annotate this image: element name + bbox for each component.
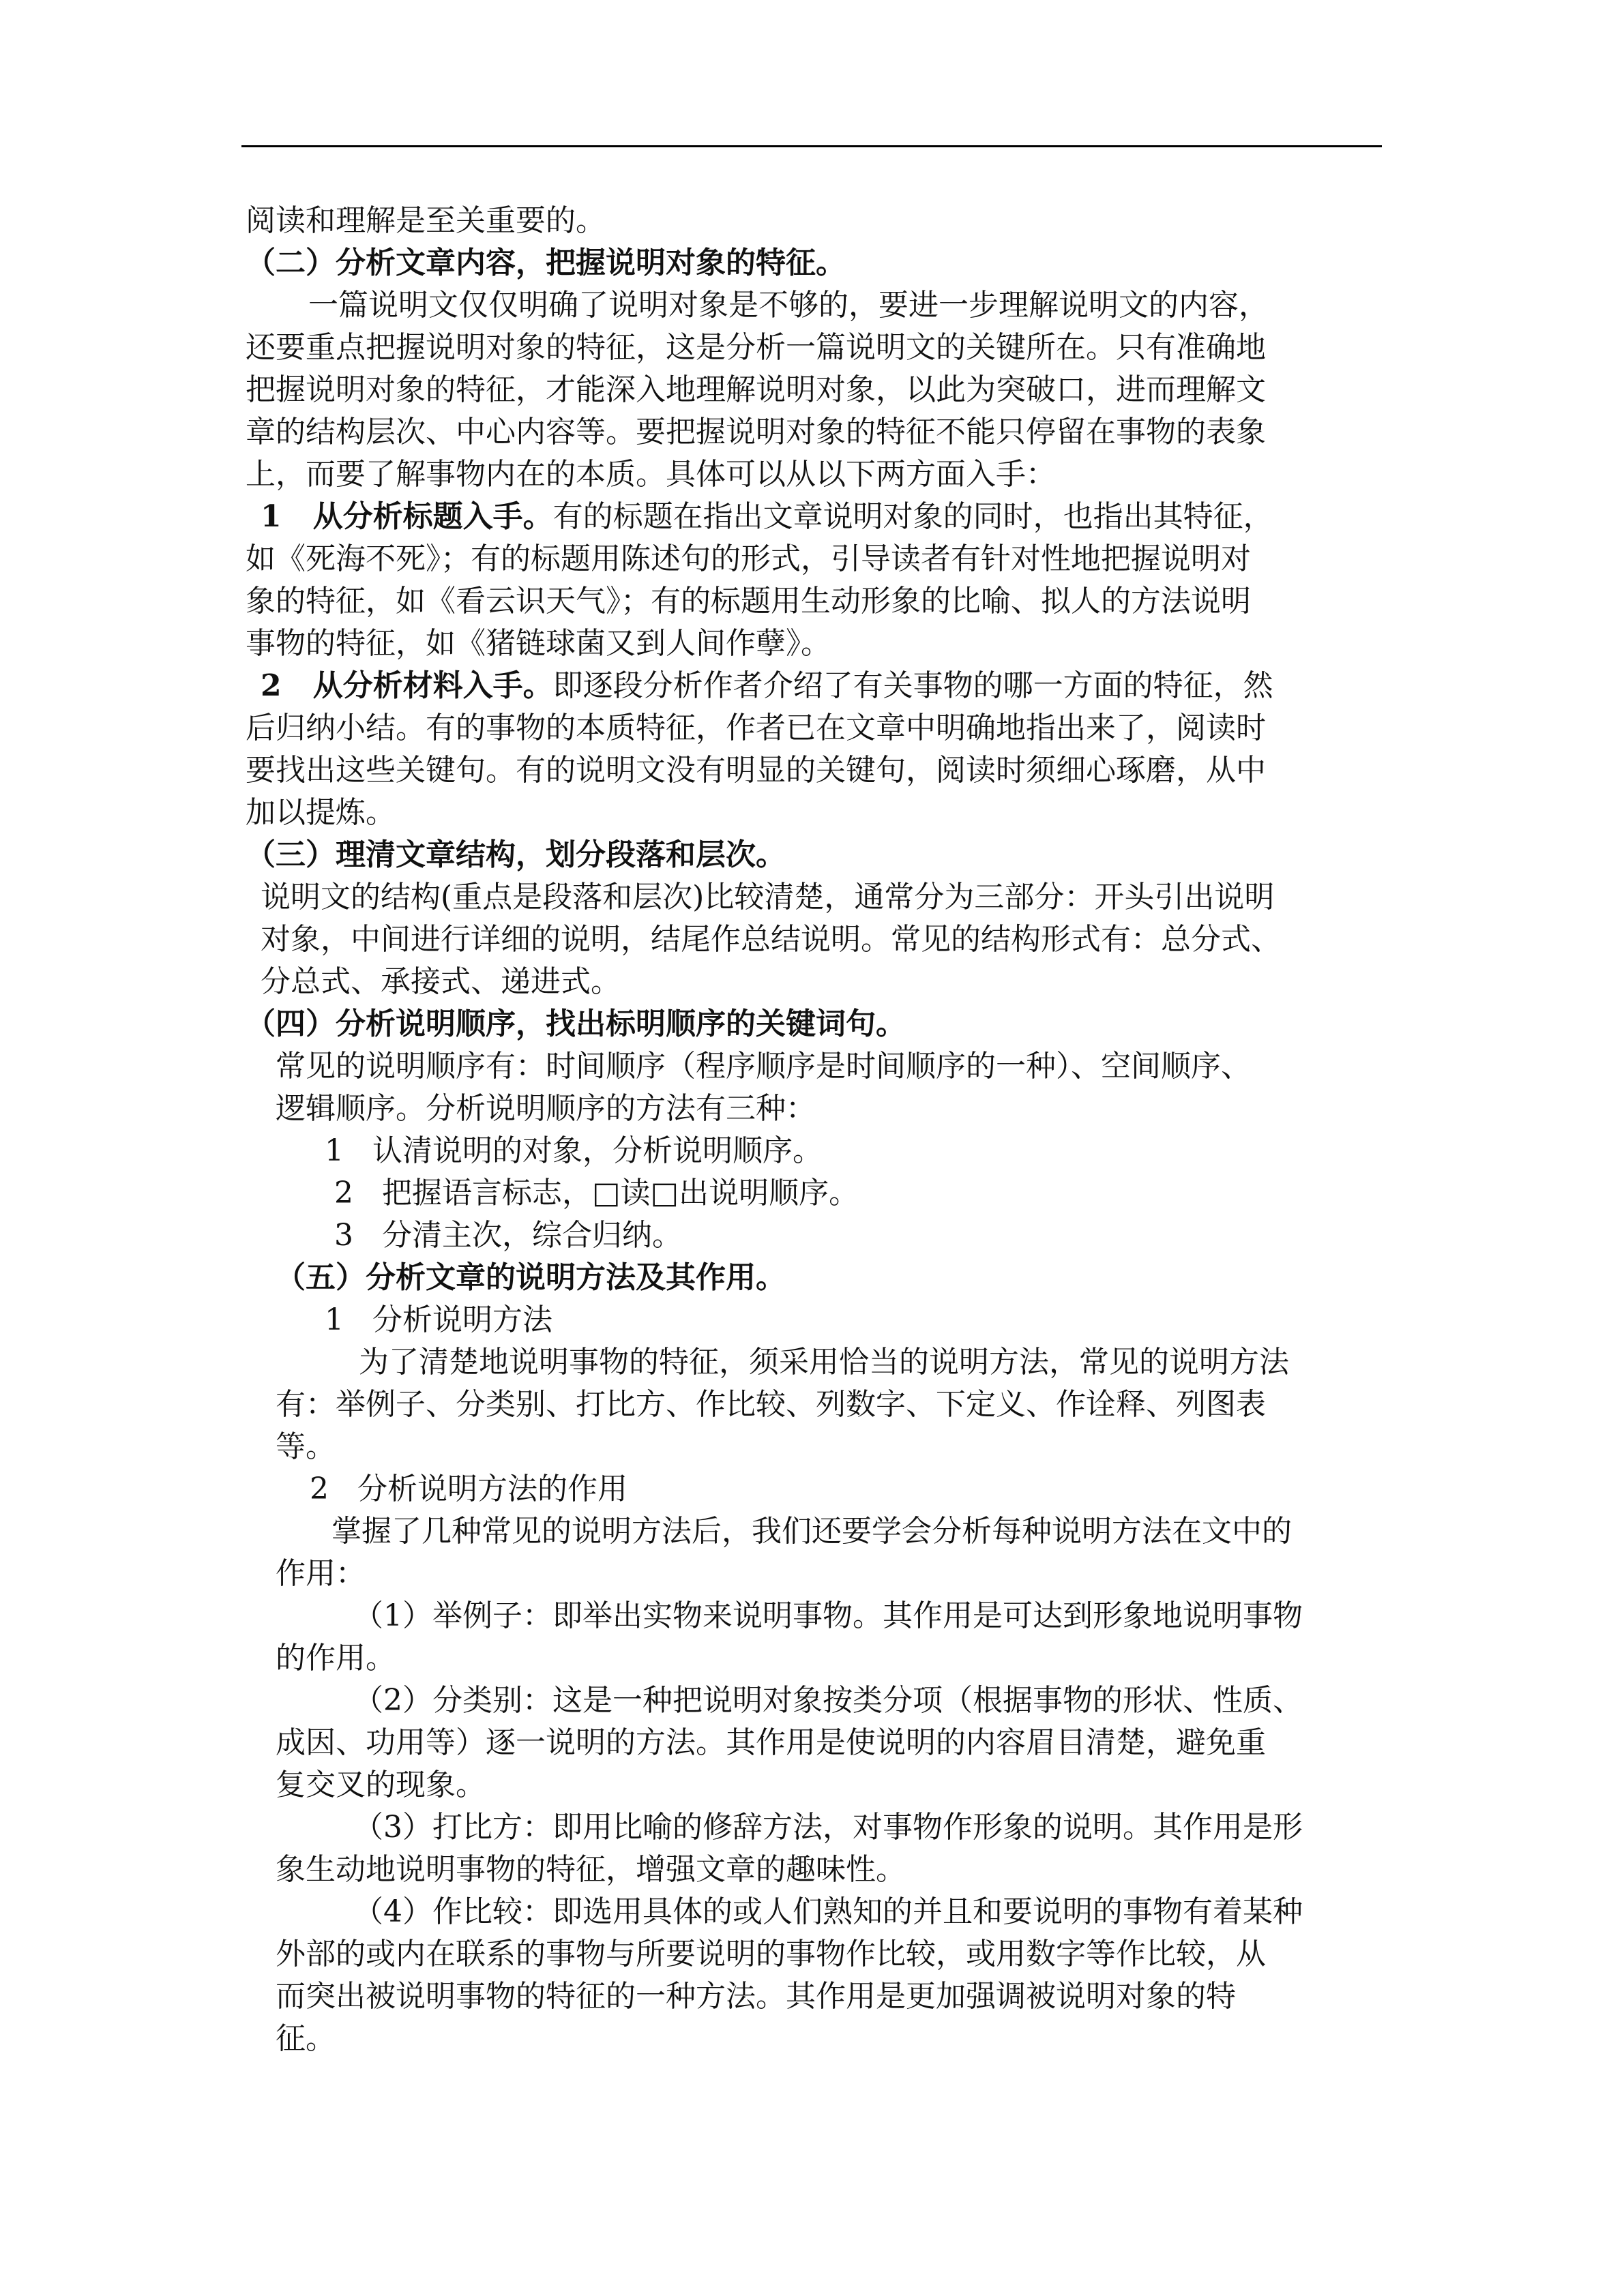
- text-line: 的作用。: [276, 1641, 396, 1675]
- text-line: 成因、功用等）逐一说明的方法。其作用是使说明的内容眉目清楚，避免重: [276, 1725, 1266, 1760]
- text-line: 章的结构层次、中心内容等。要把握说明对象的特征不能只停留在事物的表象: [246, 415, 1266, 449]
- subheading: 2 从分析材料入手。: [261, 668, 553, 703]
- list-item: 1 认清说明的对象，分析说明顺序。: [325, 1133, 823, 1168]
- text-line: （3）打比方：即用比喻的修辞方法，对事物作形象的说明。其作用是形: [353, 1810, 1303, 1845]
- section-heading: （五）分析文章的说明方法及其作用。: [276, 1260, 786, 1295]
- list-item: 3 分清主次，综合归纳。: [334, 1218, 682, 1253]
- text-line: （2）分类别：这是一种把说明对象按类分项（根据事物的形状、性质、: [353, 1683, 1303, 1718]
- text-line: 阅读和理解是至关重要的。: [246, 203, 606, 238]
- text-run: 即逐段分析作者介绍了有关事物的哪一方面的特征，然: [552, 668, 1273, 703]
- section-heading: （四）分析说明顺序，找出标明顺序的关键词句。: [246, 1007, 906, 1041]
- subheading: 1 从分析标题入手。: [261, 499, 553, 534]
- text-run: 有的标题在指出文章说明对象的同时，也指出其特征，: [552, 499, 1273, 534]
- section-heading: （二）分析文章内容，把握说明对象的特征。: [246, 245, 846, 280]
- text-line: 分总式、承接式、递进式。: [261, 964, 621, 999]
- text-line: 征。: [276, 2021, 336, 2056]
- text-line: 外部的或内在联系的事物与所要说明的事物作比较，或用数字等作比较，从: [276, 1937, 1266, 1971]
- text-line: 作用：: [276, 1556, 366, 1591]
- text-line: 象生动地说明事物的特征，增强文章的趣味性。: [276, 1852, 906, 1887]
- text-line: 一篇说明文仅仅明确了说明对象是不够的，要进一步理解说明文的内容，: [308, 288, 1269, 323]
- section-heading: （三）理清文章结构，划分段落和层次。: [246, 837, 786, 872]
- text-line: 常见的说明顺序有：时间顺序（程序顺序是时间顺序的一种）、空间顺序、: [276, 1049, 1251, 1084]
- text-line: 而突出被说明事物的特征的一种方法。其作用是更加强调被说明对象的特: [276, 1979, 1236, 2014]
- text-line: （4）作比较：即选用具体的或人们熟知的并且和要说明的事物有着某种: [353, 1894, 1303, 1929]
- text-line: 要找出这些关键句。有的说明文没有明显的关键句，阅读时须细心琢磨，从中: [246, 753, 1266, 788]
- text-line: 复交叉的现象。: [276, 1768, 486, 1802]
- text-line: （1）举例子：即举出实物来说明事物。其作用是可达到形象地说明事物: [353, 1598, 1303, 1633]
- text-line: 有：举例子、分类别、打比方、作比较、列数字、下定义、作诠释、列图表: [276, 1387, 1266, 1422]
- header-rule: [241, 145, 1382, 147]
- text-line: 事物的特征，如《猪链球菌又到人间作孽》。: [246, 626, 831, 661]
- text-line: 掌握了几种常见的说明方法后，我们还要学会分析每种说明方法在文中的: [331, 1514, 1292, 1549]
- list-item: 1 分析说明方法: [325, 1302, 552, 1337]
- list-item: 2 分析说明方法的作用: [310, 1472, 628, 1506]
- list-item: 2 把握语言标志，□读□出说明顺序。: [334, 1176, 859, 1210]
- text-line: 加以提炼。: [246, 795, 396, 830]
- text-line: 逻辑顺序。分析说明顺序的方法有三种：: [276, 1091, 816, 1126]
- text-line: 为了清楚地说明事物的特征，须采用恰当的说明方法，常见的说明方法: [359, 1345, 1289, 1380]
- text-line: 等。: [276, 1429, 336, 1464]
- text-line: 对象，中间进行详细的说明，结尾作总结说明。常见的结构形式有：总分式、: [261, 922, 1281, 957]
- text-line: 如《死海不死》；有的标题用陈述句的形式，引导读者有针对性地把握说明对: [246, 541, 1251, 576]
- text-line: [261, 665, 1273, 707]
- text-line: 把握说明对象的特征，才能深入地理解说明对象，以此为突破口，进而理解文: [246, 372, 1266, 407]
- text-line: 还要重点把握说明对象的特征，这是分析一篇说明文的关键所在。只有准确地: [246, 330, 1266, 365]
- text-line: 说明文的结构(重点是段落和层次)比较清楚，通常分为三部分：开头引出说明: [261, 880, 1275, 914]
- text-line: [261, 496, 1273, 538]
- text-line: 象的特征，如《看云识天气》；有的标题用生动形象的比喻、拟人的方法说明: [246, 584, 1251, 618]
- text-line: 上，而要了解事物内在的本质。具体可以从以下两方面入手：: [246, 457, 1056, 492]
- text-line: 后归纳小结。有的事物的本质特征，作者已在文章中明确地指出来了，阅读时: [246, 711, 1266, 745]
